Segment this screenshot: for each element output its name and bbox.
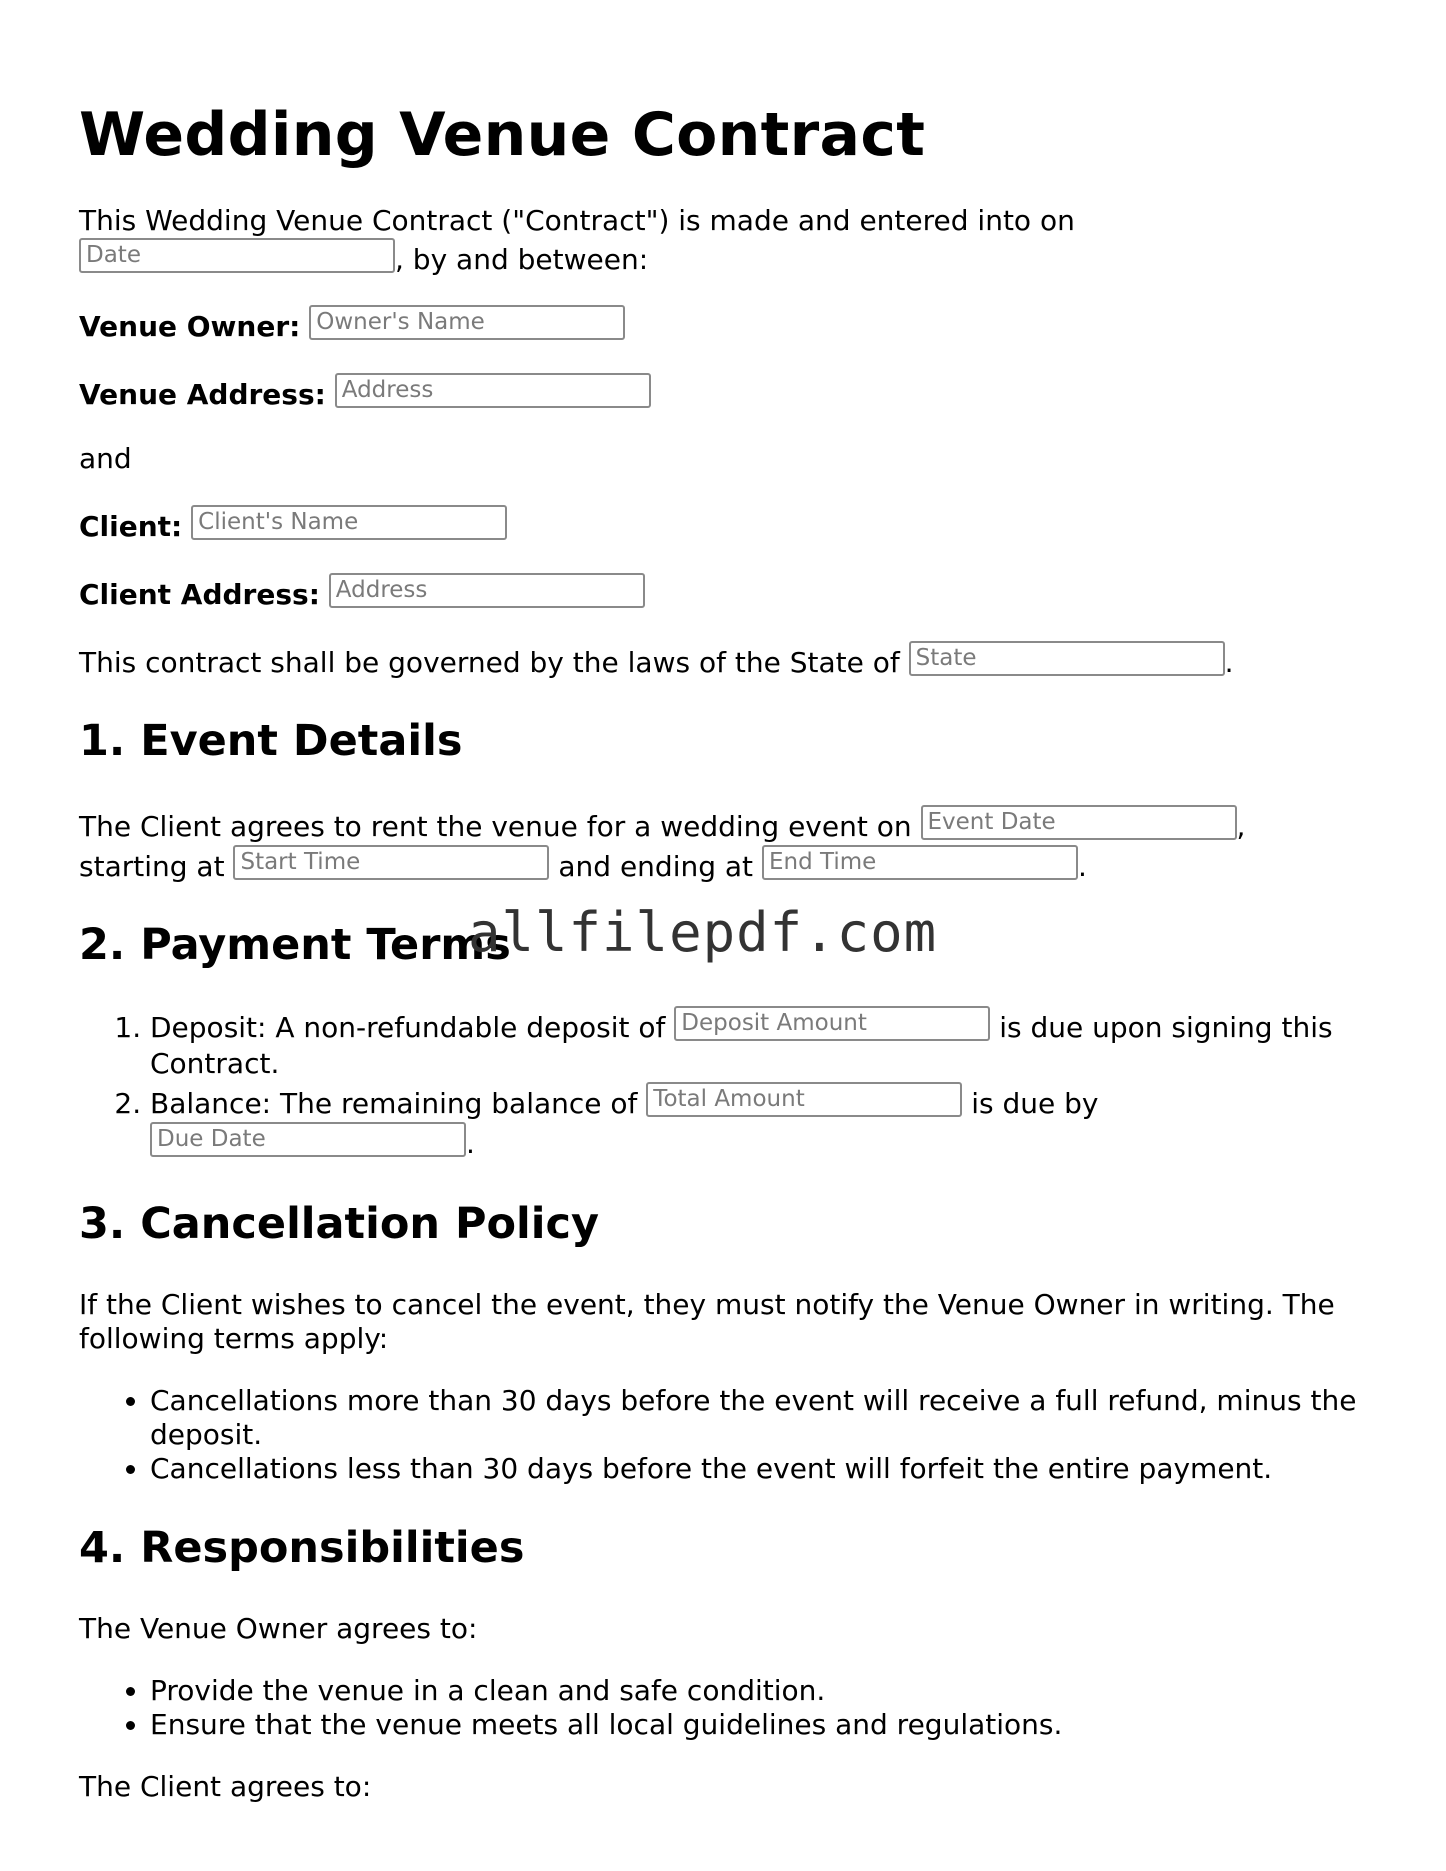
client-name-field[interactable]: Client's Name — [191, 505, 507, 540]
end-time-field[interactable]: End Time — [762, 845, 1078, 880]
event-date-field[interactable]: Event Date — [921, 805, 1237, 840]
venue-address-label: Venue Address: — [79, 378, 326, 411]
section-heading-responsibilities: 4. Responsibilities — [79, 1523, 525, 1573]
intro-text: This Wedding Venue Contract ("Contract") is made and entered into on — [79, 204, 1075, 237]
event-text-1: The Client agrees to rent the venue for a wedding event on — [79, 810, 912, 843]
list-item-balance — [150, 1082, 1379, 1162]
governing-law-paragraph — [79, 641, 1379, 681]
deposit-text-after: is due upon signing this Contract. — [150, 1011, 1333, 1080]
intro-text-after: , by and between: — [395, 243, 649, 276]
venue-address-field[interactable]: Address — [335, 373, 651, 408]
list-item: • Ensure that the venue meets all local guidelines and regulations. — [150, 1708, 1379, 1742]
due-date-field[interactable]: Due Date — [150, 1122, 466, 1157]
event-details-paragraph — [79, 805, 1379, 885]
client-row — [79, 505, 1379, 545]
governing-text: This contract shall be governed by the laws of the State of — [79, 646, 900, 679]
balance-text: Balance: The remaining balance of — [150, 1087, 638, 1120]
list-item: • Provide the venue in a clean and safe condition. — [150, 1674, 1379, 1708]
client-label: Client: — [79, 510, 183, 543]
event-text-3: and ending at — [558, 850, 754, 883]
owner-agrees-text: The Venue Owner agrees to: — [79, 1612, 478, 1645]
list-item-deposit — [150, 1006, 1379, 1082]
list-item: • Cancellations less than 30 days before the event will forfeit the entire payment. — [150, 1452, 1379, 1486]
state-field[interactable]: State — [909, 641, 1225, 676]
watermark-text: allfilepdf.com — [468, 901, 938, 964]
client-agrees-text: The Client agrees to: — [79, 1770, 372, 1803]
cancellation-terms-list — [79, 1384, 1379, 1486]
page-title: Wedding Venue Contract — [79, 100, 926, 170]
start-time-field[interactable]: Start Time — [233, 845, 549, 880]
event-text-2: starting at — [79, 850, 225, 883]
date-field[interactable]: Date — [79, 238, 395, 273]
section-heading-cancellation-policy: 3. Cancellation Policy — [79, 1199, 600, 1249]
event-period: . — [1077, 850, 1087, 883]
venue-owner-label: Venue Owner: — [79, 310, 301, 343]
deposit-amount-field[interactable]: Deposit Amount — [674, 1006, 990, 1041]
deposit-text: Deposit: A non-refundable deposit of — [150, 1011, 666, 1044]
balance-period: . — [466, 1127, 475, 1160]
client-address-field[interactable]: Address — [329, 573, 645, 608]
and-text: and — [79, 442, 132, 475]
client-address-row — [79, 573, 1379, 613]
governing-period: . — [1224, 646, 1234, 679]
event-comma: , — [1236, 810, 1246, 843]
intro-paragraph — [79, 204, 1379, 277]
section-heading-event-details: 1. Event Details — [79, 716, 463, 766]
owner-responsibilities-list — [79, 1674, 1379, 1742]
cancellation-paragraph: If the Client wishes to cancel the event, they must notify the Venue Owner in writing. The following terms apply: — [79, 1288, 1335, 1355]
venue-owner-row — [79, 305, 1379, 345]
owner-name-field[interactable]: Owner's Name — [309, 305, 625, 340]
section-heading-payment-terms: 2. Payment Terms — [79, 920, 511, 970]
payment-terms-list — [79, 1006, 1379, 1162]
list-item: • Cancellations more than 30 days before the event will receive a full refund, minus the deposit. — [150, 1384, 1379, 1452]
total-amount-field[interactable]: Total Amount — [646, 1082, 962, 1117]
client-address-label: Client Address: — [79, 578, 320, 611]
balance-text-middle: is due by — [971, 1087, 1099, 1120]
venue-address-row — [79, 373, 1379, 413]
